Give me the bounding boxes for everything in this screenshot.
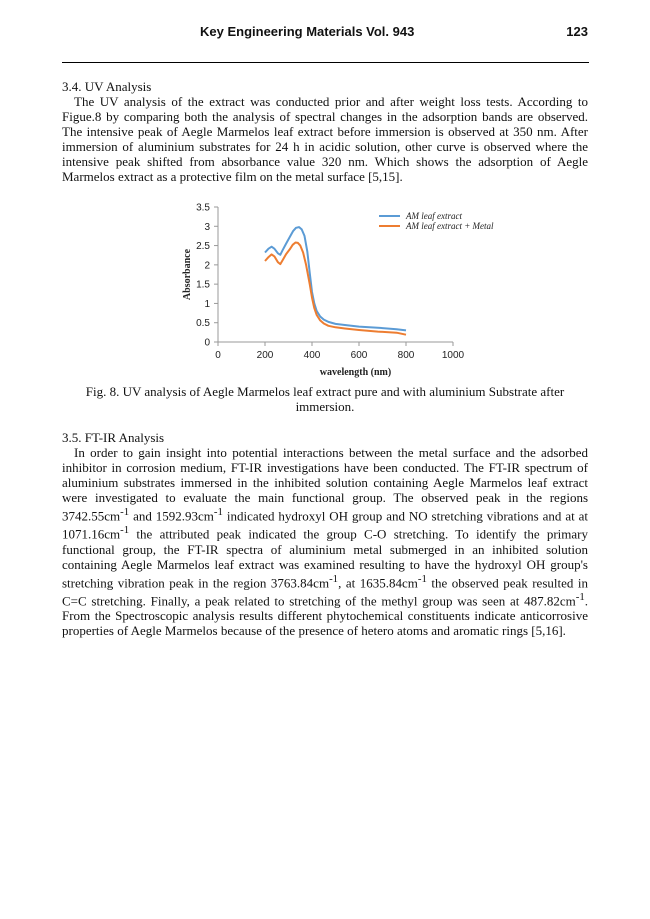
x-tick-label: 1000 [441,350,465,361]
x-tick-label: 800 [397,350,415,361]
legend-label-2: AM leaf extract + Metal [406,221,494,231]
section-heading-ftir: 3.5. FT-IR Analysis [62,430,165,445]
y-tick-label: 0 [204,337,210,349]
section-heading-uv: 3.4. UV Analysis [62,79,152,94]
y-tick-label: 2 [204,260,210,272]
x-axis-title: wavelength (nm) [319,367,392,378]
y-tick-label: 3.5 [196,202,210,214]
y-tick-label: 1 [204,298,210,310]
section-uv-analysis [62,79,588,184]
x-tick-label: 200 [256,350,274,361]
y-tick-label: 3 [204,221,210,233]
paragraph-ftir: In order to gain insight into potential interactions between the metal surface and the adsorbed inhibitor in corrosion medium, FT-IR investigations have been conducted. The FT-IR spectrum of aluminium substrates immersed in the inhibited solution containing Aegle Marmelos leaf extract were investigated to evaluate the main functional group. The observed peak in the regions $3742.55cm^{-1}$ and $1592.93cm^{-1}$ indicated hydroxyl OH group and NO stretching vibrations and at at $1071.16cm^{-1}$ the attributed peak indicated the group C-O stretching. To identify the primary functional group, the FT-IR spectra of aluminium metal submerged in an inhibited solution containing Aegle Marmelos leaf extract was examined resulting to have the hydroxyl OH group's stretching vibration peak in the region $3763.84cm^{-1}$, at $1635.84cm^{-1}$ the observed peak resulted in C=C stretching. Finally, a peak related to stretching of the methyl group was seen at $487.82cm^{-1}$. From the Spectroscopic analysis results different phytochemical constituents indicate anticorrosive properties of Aegle Marmelos because of the presence of hetero atoms and aromatic rings [5,16]. [62,445,589,639]
x-tick-label: 600 [350,350,368,361]
figure-caption: Fig. 8. UV analysis of Aegle Marmelos leaf extract pure and with aluminium Substrate after immersion. [85,384,565,414]
journal-title: Key Engineering Materials Vol. 943 [200,24,415,39]
legend-label-1: AM leaf extract [406,211,462,221]
series-line-2 [265,243,406,335]
y-axis-title: Absorbance [182,248,193,301]
y-tick-label: 0.5 [196,318,210,330]
y-tick-label: 1.5 [196,279,210,291]
x-tick-label: 0 [215,350,221,361]
running-header [62,24,588,42]
page-number: 123 [566,24,588,39]
paragraph-uv: The UV analysis of the extract was conducted prior and after weight loss tests. According to Figue.8 by comparing both the analysis of spectral changes in the adsorption bands are observed. The intensive peak of Aegle Marmelos leaf extract before immersion is observed at 350 nm. After immersion of aluminium substrates for 24 h in acidic solution, other curve is observed where the intensive peak shifted from absorbance value 320 nm. Which shows the adsorption of Aegle Marmelos extract as a protective film on the metal surface [5,15]. [62,94,588,184]
series-line-1 [265,227,406,330]
x-tick-label: 400 [303,350,321,361]
header-rule [62,62,589,63]
uv-absorbance-chart [176,197,494,379]
y-tick-label: 2.5 [196,241,210,253]
section-ftir-analysis [62,430,588,638]
